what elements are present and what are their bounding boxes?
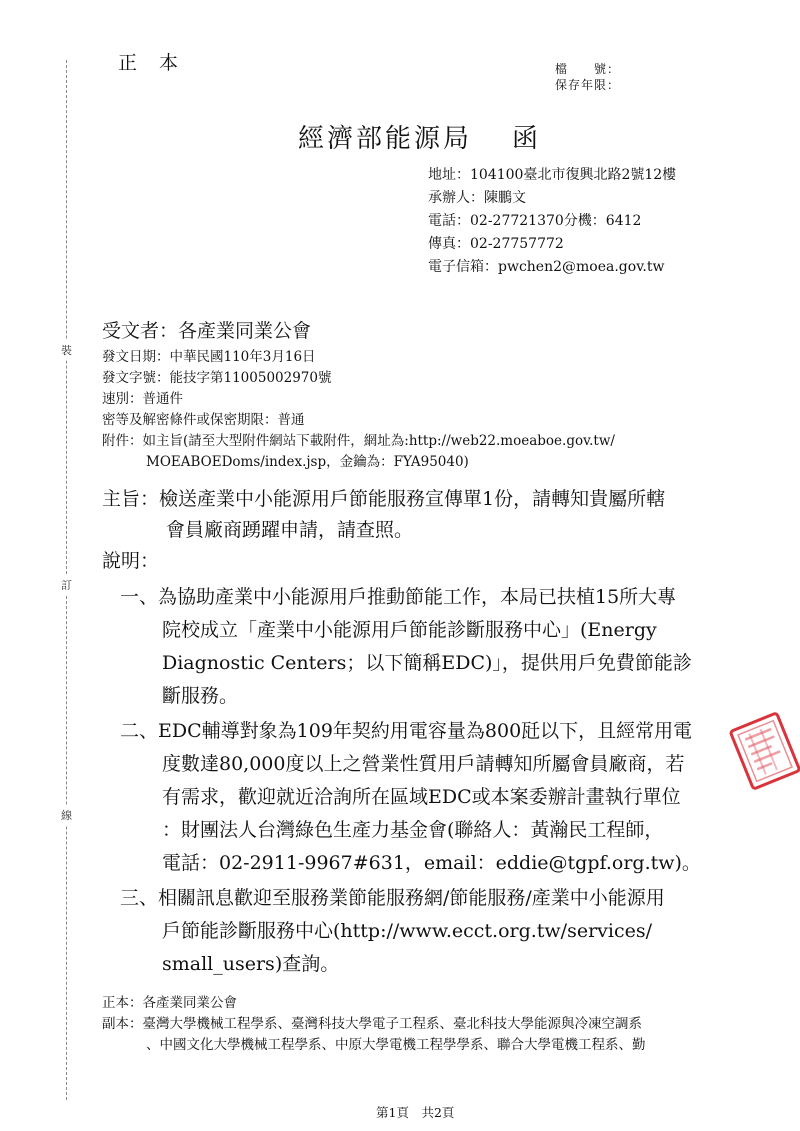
binding-mark-xian: 線: [61, 805, 72, 825]
item1-line-2: 院校成立「產業中小能源用戶節能診斷服務中心」(Energy: [162, 619, 657, 641]
contact-email: 電子信箱：pwchen2@moea.gov.tw: [428, 259, 665, 275]
secrecy-level: 密等及解密條件或保密期限：普通: [102, 412, 305, 428]
subject-line-1: 主旨：檢送產業中小能源用戶節能服務宣傳單1份，請轉知貴屬所轄: [102, 488, 666, 510]
item3-line-1: 三、相關訊息歡迎至服務業節能服務網/節能服務/產業中小能源用: [120, 887, 665, 909]
issue-number: 發文字號：能技字第11005002970號: [102, 370, 332, 386]
contact-phone: 電話：02-27721370分機：6412: [428, 213, 642, 229]
copy-mark: 正本: [118, 52, 201, 74]
item1-line-3: Diagnostic Centers；以下簡稱EDC)」，提供用戶免費節能診: [162, 652, 692, 674]
item1-line-4: 斷服務。: [162, 685, 239, 707]
contact-handler: 承辦人：陳鵬文: [428, 190, 526, 206]
page-number: 第1頁 共2頁: [376, 1105, 455, 1120]
doc-type: 函: [512, 124, 542, 154]
item2-line-1: 二、EDC輔導對象為109年契約用電容量為800瓩以下，且經常用電: [120, 720, 693, 742]
item1-line-1: 一、為協助產業中小能源用戶推動節能工作，本局已扶植15所大專: [120, 586, 677, 608]
item2-line-5: 電話：02-2911-9967#631，email：eddie@tgpf.org.tw)。: [162, 852, 701, 874]
recipient: 受文者：各產業同業公會: [102, 320, 312, 342]
document-title: [298, 118, 541, 155]
cc-line-2: 、中國文化大學機械工程學系、中原大學電機工程學學系、聯合大學電機工程系、勤: [146, 1037, 646, 1053]
item2-line-3: 有需求，歡迎就近洽詢所在區域EDC或本案委辦計畫執行單位: [162, 786, 681, 808]
binding-mark-ding: 訂: [61, 575, 72, 595]
red-seal-stamp: [726, 709, 800, 793]
contact-address: 地址：104100臺北市復興北路2號12樓: [428, 167, 677, 183]
contact-fax: 傳真：02-27757772: [428, 236, 564, 252]
item3-line-3: small_users)查詢。: [162, 953, 340, 975]
seal-graphic: [726, 709, 800, 793]
item2-line-4: ：財團法人台灣綠色生產力基金會(聯絡人：黃瀚民工程師，: [162, 819, 664, 841]
issue-date: 發文日期：中華民國110年3月16日: [102, 349, 316, 365]
item3-line-2: 戶節能診斷服務中心(http://www.ecct.org.tw/services/: [162, 920, 653, 942]
attachment-line-2: MOEABOEDoms/index.jsp，金鑰為：FYA95040): [146, 454, 469, 470]
file-number-label: 檔 號：: [555, 62, 621, 76]
binding-mark-zhuang: 裝: [61, 340, 72, 360]
attachment-line-1: 附件：如主旨(請至大型附件網站下載附件，網址為:http://web22.moeaboe.gov.tw/: [102, 433, 615, 449]
cc-line-1: 副本：臺灣大學機械工程學系、臺灣科技大學電子工程系、臺北科技大學能源與冷凍空調系: [102, 1016, 642, 1032]
subject-line-2: 會員廠商踴躍申請，請查照。: [166, 519, 414, 541]
explanation-label: 說明：: [102, 550, 160, 572]
original-recipient: 正本：各產業同業公會: [102, 995, 237, 1011]
agency-name: 經濟部能源局: [298, 124, 473, 154]
delivery-speed: 速別：普通件: [102, 391, 183, 407]
item2-line-2: 度數達80,000度以上之營業性質用戶請轉知所屬會員廠商，若: [162, 753, 685, 775]
retention-label: 保存年限：: [555, 78, 621, 92]
